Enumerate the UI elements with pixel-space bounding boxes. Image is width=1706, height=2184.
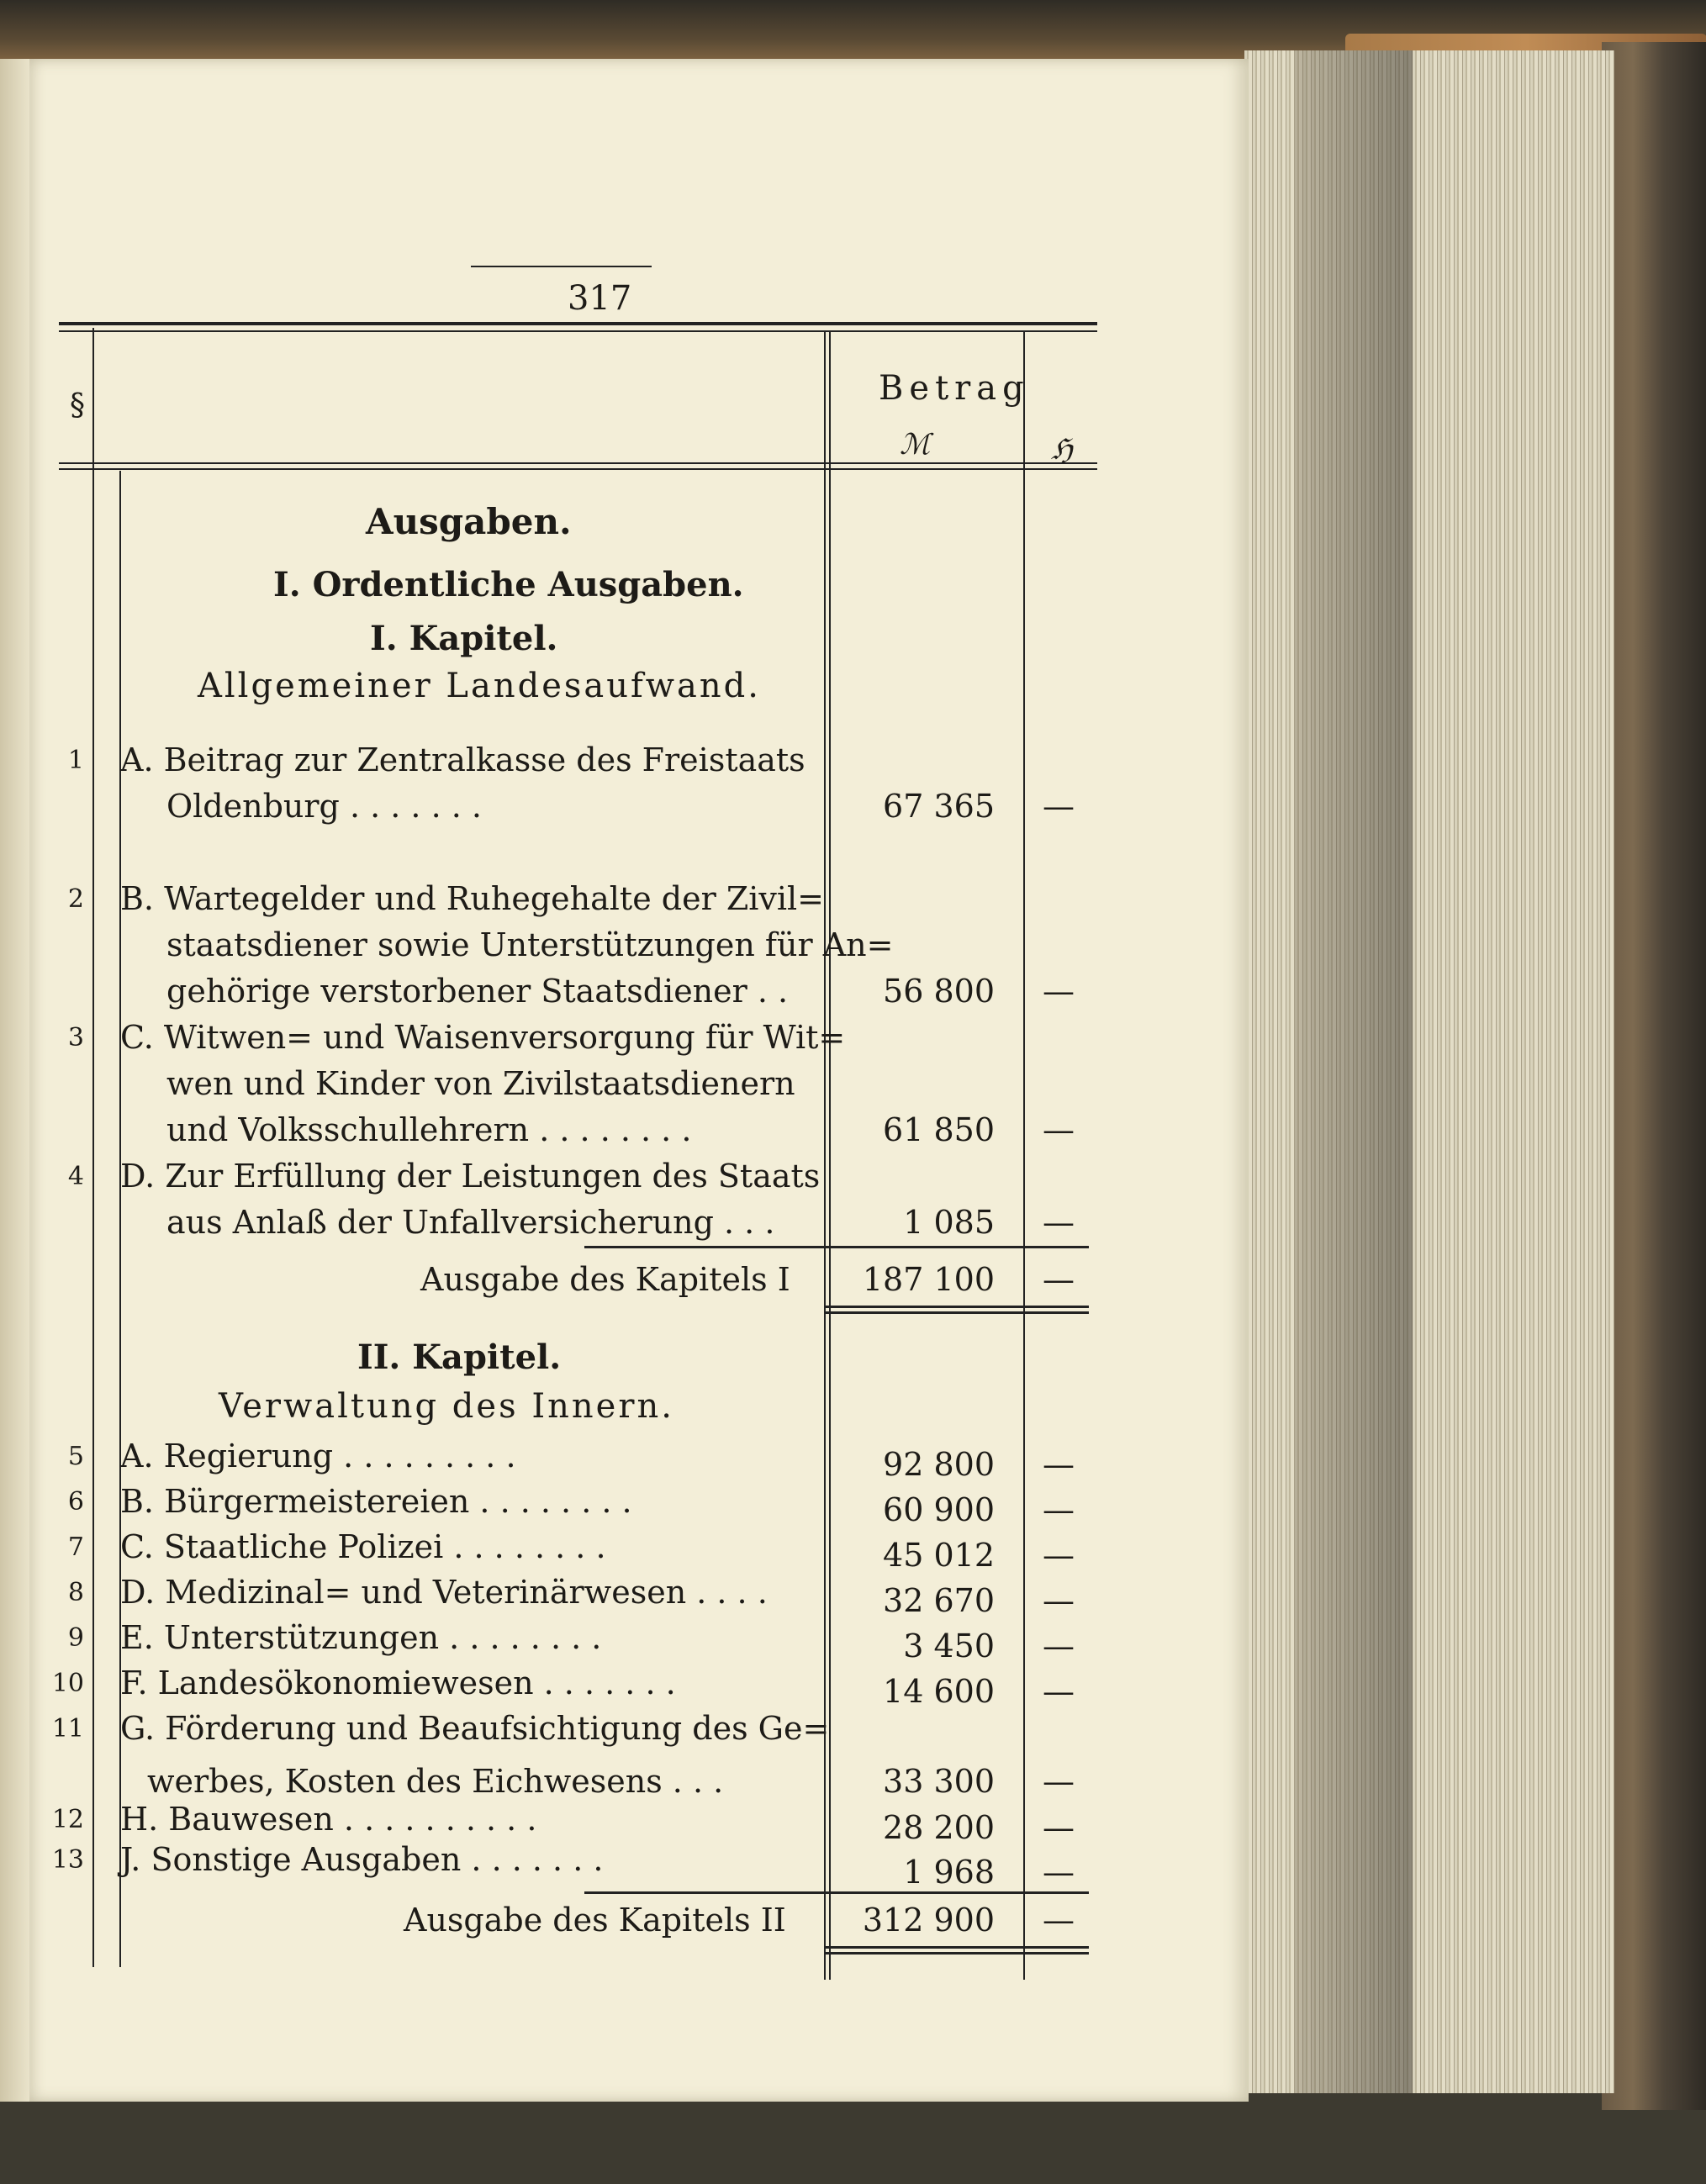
item-text-line: D. Medizinal= und Veterinärwesen . . . . [120,1574,768,1611]
table-header-bottom-rule [59,462,1097,464]
item-text-line: D. Zur Erfüllung der Leistungen des Staats [120,1158,821,1195]
item-pfennig: — [1043,788,1075,825]
page-number: 317 [568,279,632,318]
item-amount: 28 200 [883,1809,995,1846]
item-number: 13 [51,1845,84,1875]
item-text-line: und Volksschullehrern . . . . . . . . [166,1111,692,1148]
item-pfennig: — [1043,1446,1075,1483]
table-top-rule-thin [59,330,1097,332]
total-double-rule [824,1306,1089,1308]
betrag-header: Betrag [879,369,1030,408]
chapter-heading: I. Kapitel. [370,619,558,658]
item-pfennig: — [1043,1854,1075,1891]
item-pfennig: — [1043,1763,1075,1800]
section-subtitle: I. Ordentliche Ausgaben. [273,565,744,604]
item-text-line: gehörige verstorbener Staatsdiener . . [166,973,789,1010]
chapter-name: Allgemeiner Landesaufwand. [198,667,761,705]
item-number: 5 [67,1442,84,1471]
pfennig-column-line [1023,332,1025,1980]
item-number: 4 [67,1162,84,1191]
mark-currency-header: ℳ [900,428,931,462]
section-column-line [92,328,94,1967]
pfennig-header: ℌ [1051,433,1073,467]
item-amount: 3 450 [903,1627,995,1664]
item-pfennig: — [1043,1809,1075,1846]
item-pfennig: — [1043,1111,1075,1148]
total-double-rule [824,1946,1089,1949]
page-number-underline [471,266,652,267]
item-text-line: H. Bauwesen . . . . . . . . . . [120,1801,537,1838]
item-number: 1 [67,746,84,775]
item-text-line: Oldenburg . . . . . . . [166,788,482,825]
sum-rule [584,1246,1089,1248]
item-text-line: A. Regierung . . . . . . . . . [120,1438,516,1474]
chapter-total-label: Ausgabe des Kapitels I [420,1261,790,1298]
item-amount: 14 600 [883,1673,995,1710]
item-amount: 56 800 [883,973,995,1010]
chapter-total-amount: 312 900 [862,1902,995,1939]
total-double-rule [824,1952,1089,1955]
header-sub-divider [1023,429,1025,462]
item-text-line: C. Witwen= und Waisenversorgung für Wit= [120,1019,846,1056]
item-number: 7 [67,1532,84,1562]
item-amount: 61 850 [883,1111,995,1148]
item-amount: 92 800 [883,1446,995,1483]
item-text-line: wen und Kinder von Zivilstaatsdienern [166,1065,795,1102]
item-text-line: B. Wartegelder und Ruhegehalte der Zivil= [120,880,825,917]
item-pfennig: — [1043,1491,1075,1528]
item-amount: 32 670 [883,1582,995,1619]
item-number: 10 [51,1669,84,1698]
item-text-line: A. Beitrag zur Zentralkasse des Freistaats [120,741,805,778]
item-amount: 1 968 [903,1854,995,1891]
item-pfennig: — [1043,1627,1075,1664]
item-text-line: E. Unterstützungen . . . . . . . . [120,1619,602,1656]
item-pfennig: — [1043,973,1075,1010]
chapter-total-pfennig: — [1043,1261,1075,1298]
item-number: 2 [67,884,84,914]
item-amount: 45 012 [883,1537,995,1574]
item-pfennig: — [1043,1537,1075,1574]
section-symbol-header: § [70,388,85,423]
chapter-name: Verwaltung des Innern. [219,1387,674,1426]
item-text-line: F. Landesökonomiewesen . . . . . . . [120,1664,676,1701]
book-cover-right [1602,42,1706,2110]
table-top-rule-thick [59,322,1097,325]
chapter-heading: II. Kapitel. [357,1337,562,1377]
item-number: 3 [67,1023,84,1052]
item-text-line: C. Staatliche Polizei . . . . . . . . [120,1528,606,1565]
chapter-total-label: Ausgabe des Kapitels II [404,1902,786,1939]
item-pfennig: — [1043,1204,1075,1241]
item-text-line: G. Förderung und Beaufsichtigung des Ge= [120,1710,830,1747]
table-header-bottom-rule-2 [59,468,1097,470]
book-page [29,59,1249,2102]
chapter-total-amount: 187 100 [862,1261,995,1298]
item-text-line: staatsdiener sowie Unterstützungen für An= [166,926,894,963]
item-text-line: B. Bürgermeistereien . . . . . . . . [120,1483,632,1520]
item-number: 8 [67,1578,84,1607]
item-pfennig: — [1043,1673,1075,1710]
item-number: 11 [51,1714,84,1744]
page-edges-stack [1244,50,1614,2093]
item-number: 12 [51,1805,84,1834]
section-title: Ausgaben. [366,501,572,542]
item-amount: 60 900 [883,1491,995,1528]
chapter-total-pfennig: — [1043,1902,1075,1939]
item-text-line: J. Sonstige Ausgaben . . . . . . . [120,1841,604,1878]
total-double-rule [824,1311,1089,1314]
item-number: 9 [67,1623,84,1653]
sum-rule [584,1891,1089,1894]
item-number: 6 [67,1487,84,1517]
item-text-line: aus Anlaß der Unfallversicherung . . . [166,1204,775,1241]
item-text-line: werbes, Kosten des Eichwesens . . . [147,1763,724,1800]
item-amount: 1 085 [903,1204,995,1241]
item-amount: 67 365 [883,788,995,825]
item-pfennig: — [1043,1582,1075,1619]
item-amount: 33 300 [883,1763,995,1800]
